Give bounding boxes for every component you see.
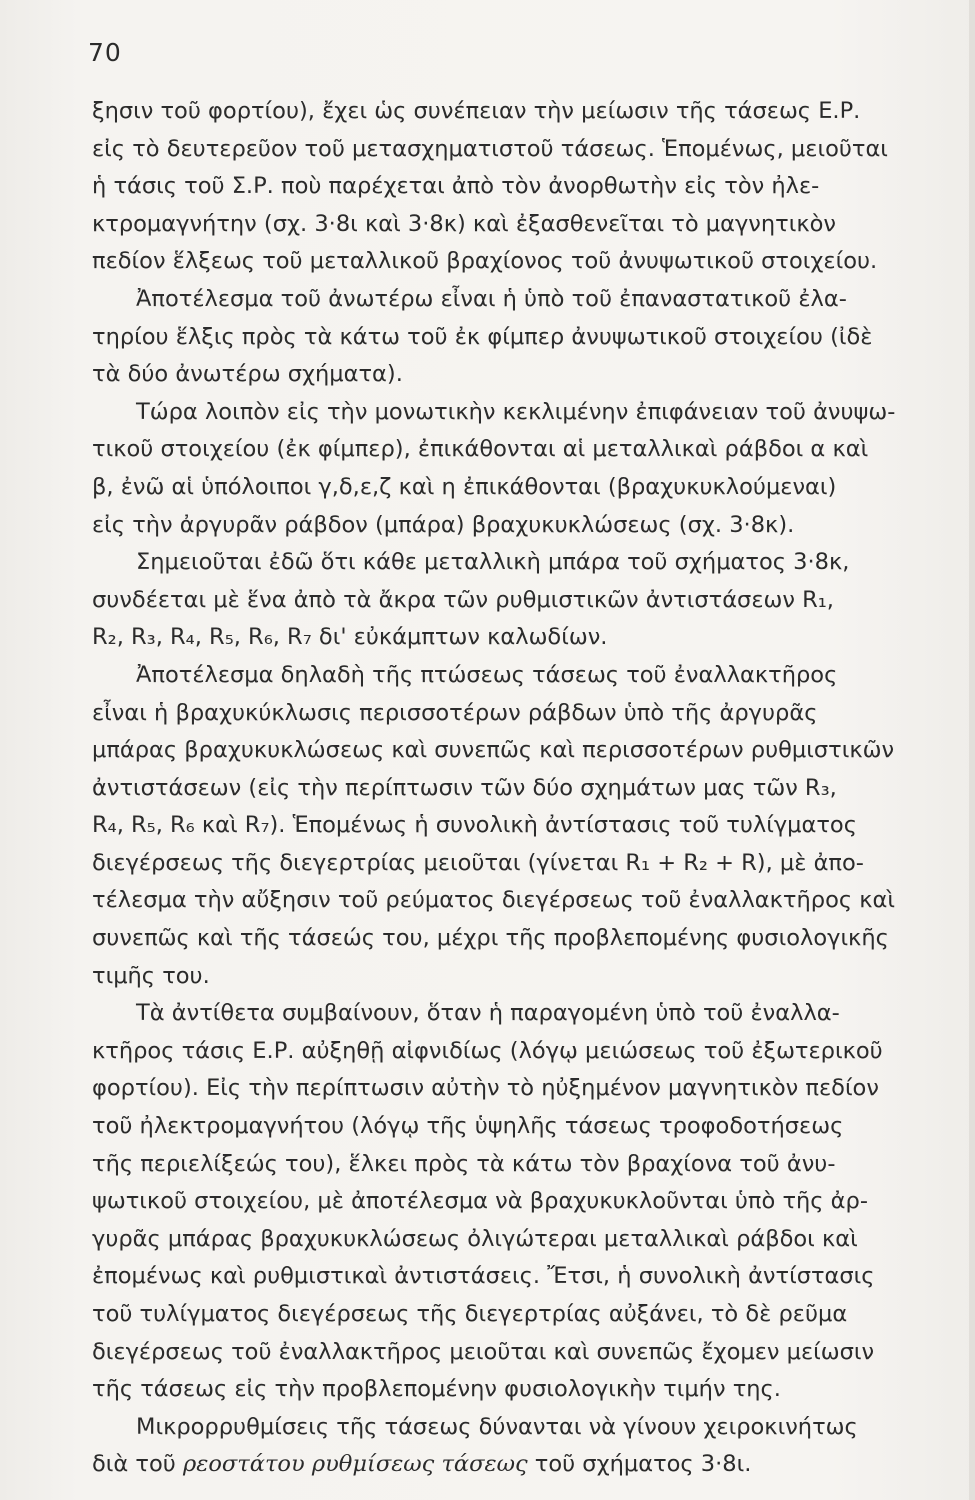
italic-term: ρεοστάτου ρυθμίσεως τάσεως (182, 1451, 528, 1478)
last-line-before: διὰ τοῦ (92, 1451, 183, 1478)
text-line: Μικρορρυθμίσεις τῆς τάσεως δύνανται νὰ γίνουν χειροκινήτως (136, 1413, 858, 1440)
text-line: τὰ δύο ἀνωτέρω σχήματα). (92, 361, 403, 388)
body-text (92, 93, 964, 1484)
text-line: Σημειοῦται ἐδῶ ὅτι κάθε μεταλλικὴ μπάρα τοῦ σχήματος 3·8κ, (136, 549, 850, 576)
text-line: ἐπομένως καὶ ρυθμιστικαὶ ἀντιστάσεις. Ἔτσι, ἡ συνολικὴ ἀντίστασις (92, 1263, 875, 1290)
text-line: κτῆρος τάσις Ε.Ρ. αὐξηθῇ αἰφνιδίως (λόγῳ μειώσεως τοῦ ἐξωτερικοῦ (92, 1037, 883, 1064)
text-line: διεγέρσεως τοῦ ἐναλλακτῆρος μειοῦται καὶ συνεπῶς ἔχομεν μείωσιν (92, 1338, 875, 1365)
text-line: Ἀποτέλεσμα τοῦ ἀνωτέρω εἶναι ἡ ὑπὸ τοῦ ἐπαναστατικοῦ ἐλα- (136, 285, 847, 312)
text-line: τῆς περιελίξεώς του), ἕλκει πρὸς τὰ κάτω τὸν βραχίονα τοῦ ἀνυ- (92, 1150, 836, 1177)
text-line: ξησιν τοῦ φορτίου), ἔχει ὡς συνέπειαν τὴν μείωσιν τῆς τάσεως Ε.Ρ. (92, 98, 861, 124)
text-line: κτρομαγνήτην (σχ. 3·8ι καὶ 3·8κ) καὶ ἐξασθενεῖται τὸ μαγνητικὸν (92, 210, 837, 237)
text-line: εἰς τὴν ἀργυρᾶν ράβδον (μπάρα) βραχυκυκλώσεως (σχ. 3·8κ). (92, 511, 795, 538)
last-line-after: τοῦ σχήματος 3·8ι. (527, 1451, 752, 1478)
text-line: διεγέρσεως τῆς διεγερτρίας μειοῦται (γίνεται R₁ + R₂ + R), μὲ ἀπο- (92, 849, 864, 876)
page-number: 70 (88, 38, 122, 67)
text-line: πεδίον ἕλξεως τοῦ μεταλλικοῦ βραχίονος τοῦ ἀνυψωτικοῦ στοιχείου. (92, 248, 878, 275)
text-line: R₄, R₅, R₆ καὶ R₇). Ἑπομένως ἡ συνολικὴ ἀντίστασις τοῦ τυλίγματος (92, 812, 857, 839)
text-line-last (92, 1446, 964, 1484)
text-line: τοῦ τυλίγματος διεγέρσεως τῆς διεγερτρίας αὐξάνει, τὸ δὲ ρεῦμα (92, 1301, 848, 1327)
text-line: εἶναι ἡ βραχυκύκλωσις περισσοτέρων ράβδων ὑπὸ τῆς ἀργυρᾶς (92, 699, 818, 726)
text-line: ἡ τάσις τοῦ Σ.Ρ. ποὺ παρέχεται ἀπὸ τὸν ἀνορθωτὴν εἰς τὸν ἠλε- (92, 173, 820, 200)
text-line: R₂, R₃, R₄, R₅, R₆, R₇ δι' εὐκάμπτων καλωδίων. (92, 624, 608, 651)
text-line: Τώρα λοιπὸν εἰς τὴν μονωτικὴν κεκλιμένην ἐπιφάνειαν τοῦ ἀνυψω- (136, 398, 896, 425)
text-line: μπάρας βραχυκυκλώσεως καὶ συνεπῶς καὶ περισσοτέρων ρυθμιστικῶν (92, 737, 895, 764)
page-edge-shadow (969, 0, 975, 1500)
text-line: ἀντιστάσεων (εἰς τὴν περίπτωσιν τῶν δύο σχημάτων μας τῶν R₃, (92, 774, 837, 801)
text-line: συνεπῶς καὶ τῆς τάσεώς του, μέχρι τῆς προβλεπομένης φυσιολογικῆς (92, 925, 889, 952)
text-line: τέλεσμα τὴν αὔξησιν τοῦ ρεύματος διεγέρσεως τοῦ ἐναλλακτῆρος καὶ (92, 887, 896, 914)
text-line: γυρᾶς μπάρας βραχυκυκλώσεως ὀλιγώτεραι μεταλλικαὶ ράβδοι καὶ (92, 1225, 858, 1252)
text-line: τικοῦ στοιχείου (ἐκ φίμπερ), ἐπικάθονται αἱ μεταλλικαὶ ράβδοι α καὶ (92, 436, 869, 463)
text-line: εἰς τὸ δευτερεῦον τοῦ μετασχηματιστοῦ τάσεως. Ἑπομένως, μειοῦται (92, 135, 888, 162)
text-line: τιμῆς του. (92, 962, 210, 989)
text-line: β, ἐνῶ αἱ ὑπόλοιποι γ,δ,ε,ζ καὶ η ἐπικάθονται (βραχυκυκλούμεναι) (92, 473, 837, 500)
text-line: τηρίου ἕλξις πρὸς τὰ κάτω τοῦ ἐκ φίμπερ ἀνυψωτικοῦ στοιχείου (ἰδὲ (92, 323, 873, 350)
text-line: τῆς τάσεως εἰς τὴν προβλεπομένην φυσιολογικὴν τιμήν της. (92, 1376, 781, 1403)
text-line: Ἀποτέλεσμα δηλαδὴ τῆς πτώσεως τάσεως τοῦ ἐναλλακτῆρος (136, 661, 838, 688)
text-line: φορτίου). Εἰς τὴν περίπτωσιν αὐτὴν τὸ ηὐξημένον μαγνητικὸν πεδίον (92, 1075, 879, 1102)
text-line: συνδέεται μὲ ἕνα ἀπὸ τὰ ἄκρα τῶν ρυθμιστικῶν ἀντιστάσεων R₁, (92, 586, 834, 613)
text-line: τοῦ ἠλεκτρομαγνήτου (λόγῳ τῆς ὑψηλῆς τάσεως τροφοδοτήσεως (92, 1113, 844, 1140)
text-line: Τὰ ἀντίθετα συμβαίνουν, ὅταν ἡ παραγομένη ὑπὸ τοῦ ἐναλλα- (136, 1000, 840, 1027)
text-line: ψωτικοῦ στοιχείου, μὲ ἀποτέλεσμα νὰ βραχυκυκλοῦνται ὑπὸ τῆς ἀρ- (92, 1188, 868, 1215)
